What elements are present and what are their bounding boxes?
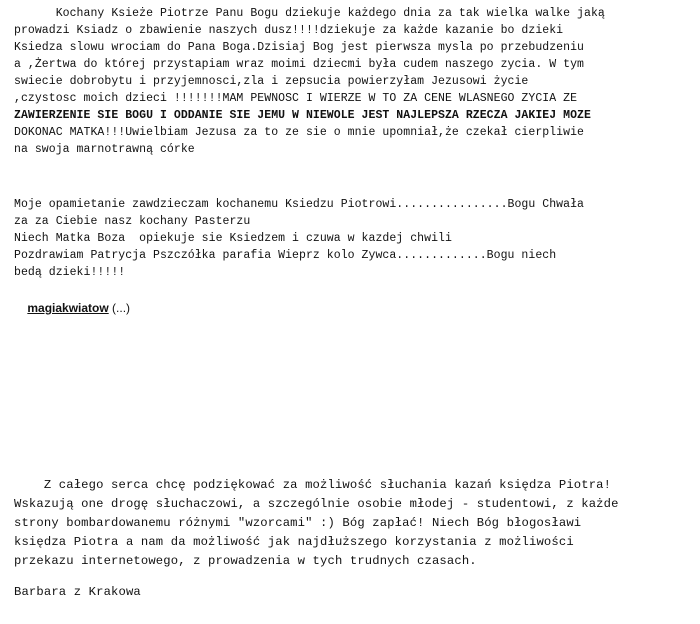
text-line: Kochany Ksieże Piotrze Panu Bogu dziekuje każdego dnia za tak wielka walke jaką <box>14 7 605 20</box>
text-line: swiecie dobrobytu i przyjemnosci,zla i zepsucia powierzyłam Jezusowi życie <box>14 75 529 88</box>
text-line: prowadzi Ksiadz o zbawienie naszych dusz!!!!dziekuje za każde kazanie bo dzieki <box>14 24 564 37</box>
text-line: Moje opamietanie zawdzieczam kochanemu Ksiedzu Piotrowi................Bogu Chwała <box>14 198 584 211</box>
ellipsis-text: (...) <box>108 301 131 315</box>
text-line: strony bombardowanemu różnymi "wzorcami" :) Bóg zapłać! Niech Bóg błogosławi <box>14 516 582 530</box>
text-line: DOKONAC MATKA!!!Uwielbiam Jezusa za to ze sie o mnie upomniał,że czekał cierpliwie <box>14 126 584 139</box>
text-line: ,czystosc moich dzieci !!!!!!!MAM PEWNOSC I WIERZE W TO ZA CENE WLASNEGO ZYCIA ZE <box>14 92 578 105</box>
text-line: Wskazują one drogę słuchaczowi, a szczególnie osobie młodej - studentowi, z każde <box>14 497 619 511</box>
text-line: Niech Matka Boza opiekuje sie Ksiedzem i czuwa w kazdej chwili <box>14 232 452 245</box>
text-line: a ,Żertwa do której przystapiam wraz moimi dziecmi była cudem naszego zycia. W tym <box>14 58 584 71</box>
text-line: na swoja marnotrawną córke <box>14 143 195 156</box>
text-line: Ksiedza slowu wrociam do Pana Boga.Dzisiaj Bog jest pierwsza mysla po przebudzeniu <box>14 41 584 54</box>
text-line: Z całego serca chcę podziękować za możliwość słuchania kazań księdza Piotra! <box>14 478 612 492</box>
signature-line: Barbara z Krakowa <box>14 585 141 599</box>
text-line: księdza Piotra a nam da możliwość jak najdłuższego korzystania z możliwości <box>14 535 574 549</box>
text-line: Pozdrawiam Patrycja Pszczółka parafia Wieprz kolo Zywca.............Bogu niech <box>14 249 557 262</box>
text-line: za za Ciebie nasz kochany Pasterzu <box>14 215 251 228</box>
author-link[interactable]: magiakwiatow <box>27 301 109 315</box>
text-line: ZAWIERZENIE SIE BOGU I ODDANIE SIE JEMU W NIEWOLE JEST NAJLEPSZA RZECZA JAKIEJ MOZE <box>14 109 591 122</box>
text-line: przekazu internetowego, z prowadzenia w tych trudnych czasach. <box>14 554 477 568</box>
text-line: bedą dzieki!!!!! <box>14 266 126 279</box>
author-link-row <box>14 287 130 329</box>
